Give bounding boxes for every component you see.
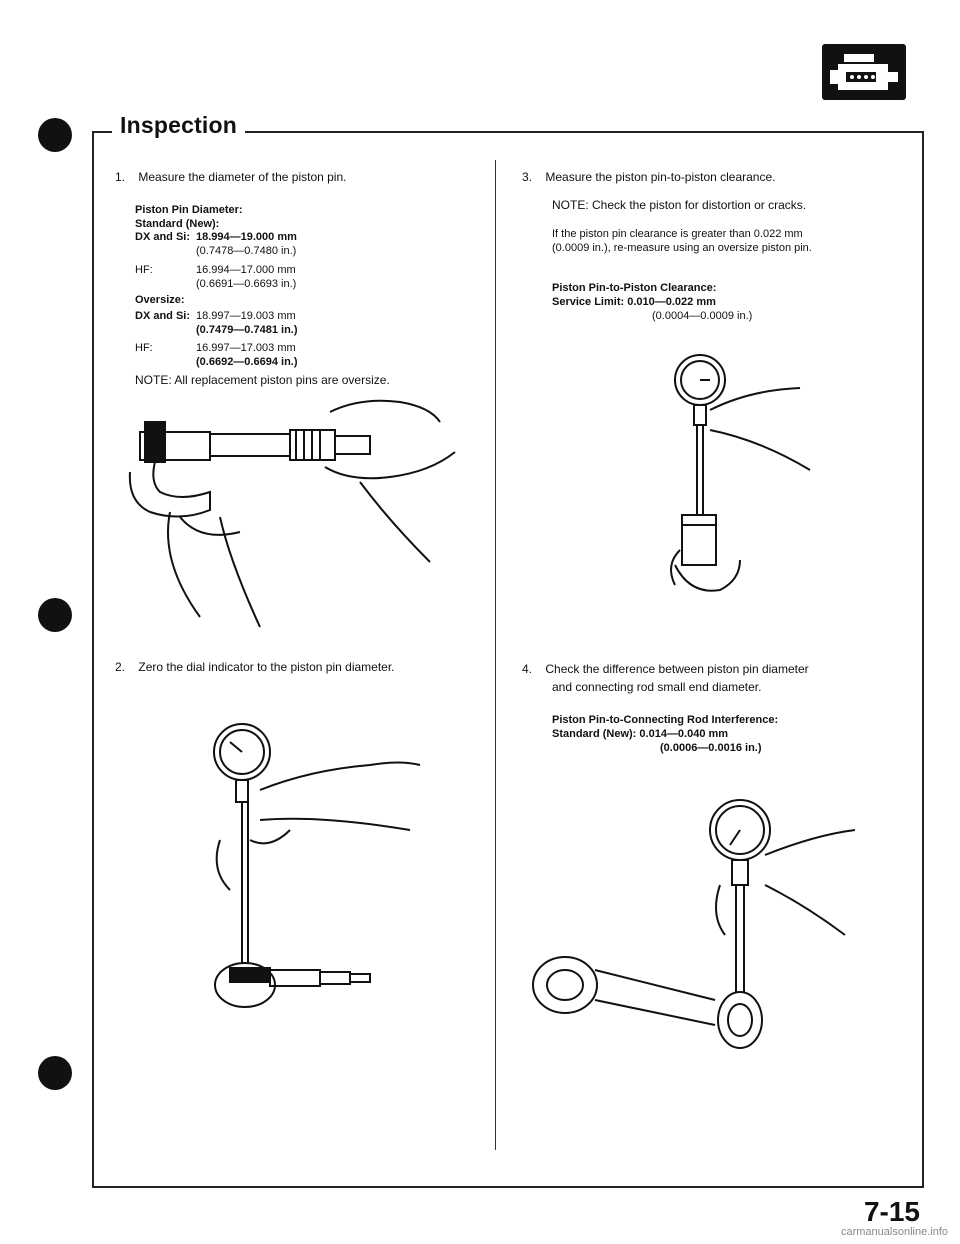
value-in: (0.6691—0.6693 in.): [196, 278, 297, 290]
spec-value: [196, 230, 297, 258]
step-3-paragraph: [552, 227, 812, 255]
step-3-note: NOTE: Check the piston for distortion or cracks.: [552, 198, 807, 212]
row-label: DX and Si:: [135, 231, 191, 243]
column-divider: [495, 160, 496, 1150]
step-number: 3.: [522, 170, 533, 184]
value-mm: 16.994—17.000 mm: [196, 264, 296, 276]
row-label: DX and Si:: [135, 310, 191, 322]
piston-clearance-illustration: [640, 350, 840, 610]
step-number: 4.: [522, 662, 533, 676]
binder-hole: [38, 118, 72, 152]
spec-row: [135, 263, 153, 277]
value-in: (0.7478—0.7480 in.): [196, 245, 297, 257]
value-mm: 18.997—19.003 mm: [196, 310, 296, 322]
watermark: carmanualsonline.info: [840, 1226, 948, 1238]
value-in: (0.7479—0.7481 in.): [196, 324, 298, 336]
spec-heading: Piston Pin-to-Connecting Rod Interference:: [552, 714, 779, 726]
connecting-rod-illustration: [525, 775, 875, 1105]
spec-row: [135, 341, 153, 355]
clearance-spec: [552, 281, 752, 323]
step-text: Measure the piston pin-to-piston clearance.: [545, 170, 776, 184]
step-number: 2.: [115, 660, 126, 674]
step-text: Measure the diameter of the piston pin.: [138, 170, 347, 184]
binder-hole: [38, 1056, 72, 1090]
step-text: and connecting rod small end diameter.: [552, 680, 762, 694]
interference-spec: [552, 713, 778, 755]
step-number: 1.: [115, 170, 126, 184]
spec-value: [196, 341, 298, 369]
standard-label: Standard (New):: [135, 218, 220, 230]
spec-heading: Piston Pin Diameter:: [135, 204, 243, 216]
step-4: [522, 660, 809, 696]
value-mm: 18.994—19.000 mm: [196, 231, 297, 243]
row-label: HF:: [135, 264, 153, 276]
dial-gauge-zeroing-illustration: [200, 720, 440, 1050]
spec-mm: 0.014—0.040 mm: [639, 728, 729, 740]
step-3: [522, 170, 776, 184]
spec-row: [135, 230, 190, 244]
spec-mm: 0.010—0.022 mm: [627, 296, 716, 308]
step-text: Check the difference between piston pin diameter: [545, 662, 809, 676]
micrometer-illustration: [110, 392, 470, 637]
spec-value: [196, 263, 296, 291]
spec-heading: Piston Pin-to-Piston Clearance:: [552, 282, 717, 294]
spec-in: (0.0006—0.0016 in.): [660, 742, 762, 754]
spec-label: Service Limit:: [552, 296, 625, 308]
step-1: [115, 170, 346, 184]
section-title: Inspection: [112, 112, 245, 139]
binder-hole: [38, 598, 72, 632]
value-in: (0.6692—0.6694 in.): [196, 356, 298, 368]
spec-row: [135, 309, 190, 323]
step-text: Zero the dial indicator to the piston pin diameter.: [138, 660, 395, 674]
step-1-note: NOTE: All replacement piston pins are oversize.: [135, 373, 390, 387]
piston-pin-diameter-spec: [135, 203, 243, 231]
row-label: HF:: [135, 342, 153, 354]
page-number: 7-15: [863, 1196, 920, 1227]
spec-label: Standard (New):: [552, 728, 637, 740]
spec-in: (0.0004—0.0009 in.): [652, 310, 753, 322]
step-2: [115, 660, 395, 674]
paragraph-line: If the piston pin clearance is greater than 0.022 mm: [552, 228, 803, 240]
paragraph-line: (0.0009 in.), re-measure using an oversize piston pin.: [552, 242, 812, 254]
engine-section-icon: [822, 44, 906, 100]
oversize-label: Oversize:: [135, 294, 185, 306]
spec-value: [196, 309, 298, 337]
value-mm: 16.997—17.003 mm: [196, 342, 296, 354]
